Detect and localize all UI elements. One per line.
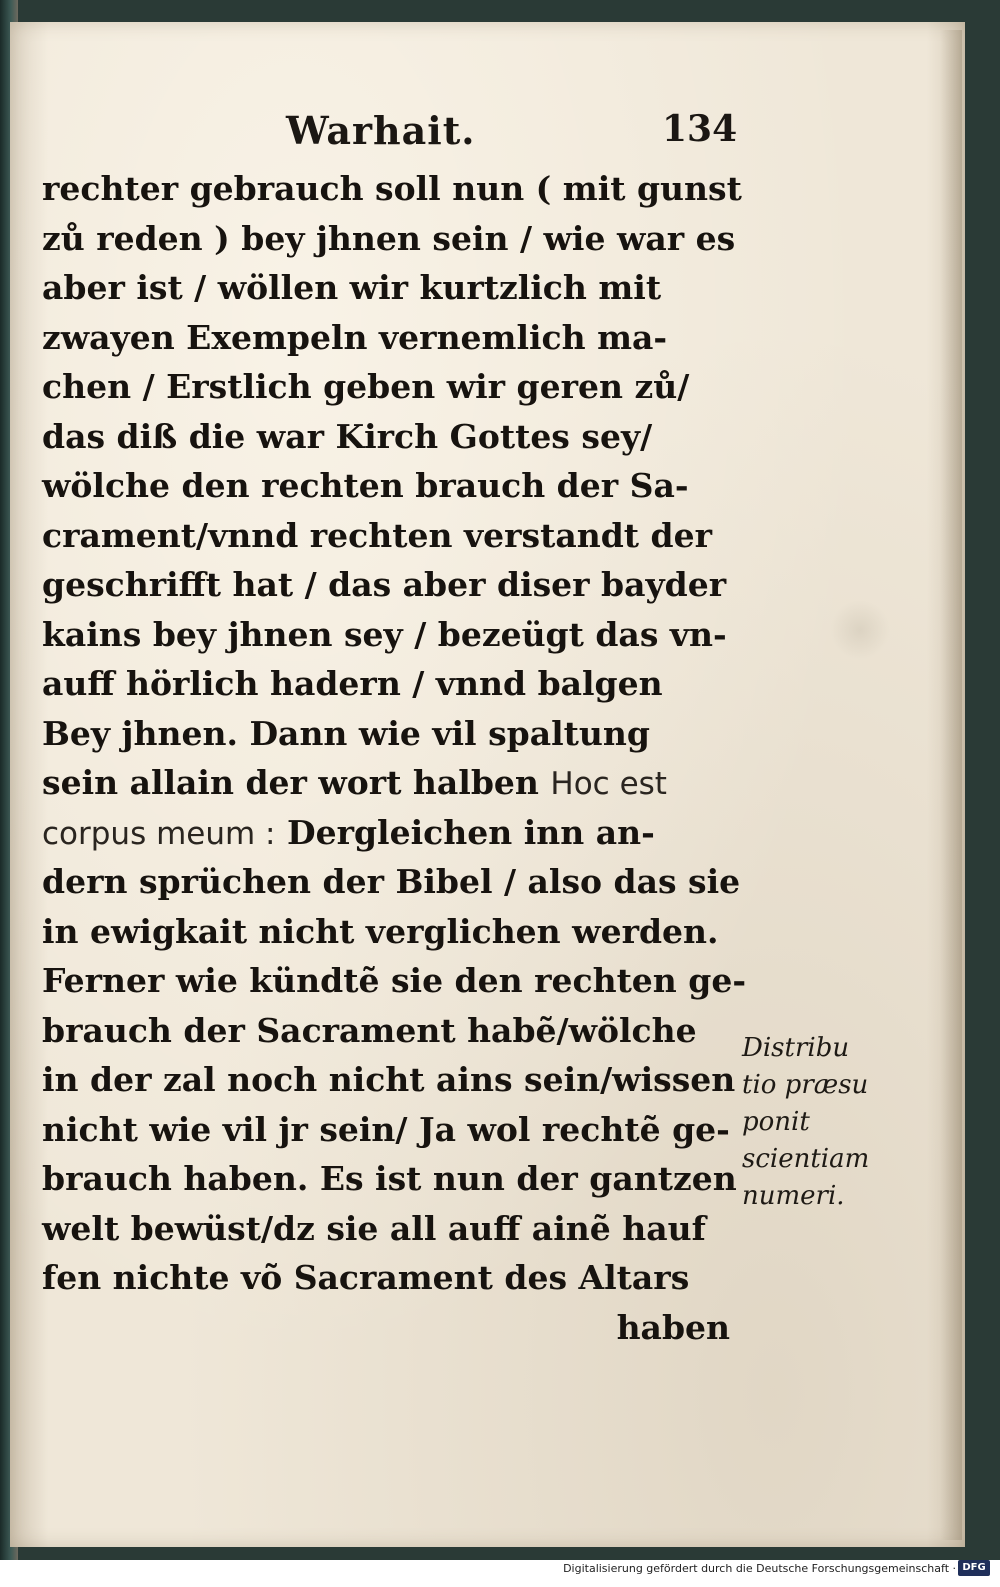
- marginal-note-line: Distribu: [742, 1033, 850, 1063]
- text-line: wölche den rechten brauch der Sa-: [42, 466, 689, 505]
- page-edge-shadow: [940, 30, 962, 1540]
- text-line: brauch der Sacrament habẽ/wölche: [42, 1010, 697, 1050]
- text-line: geschrifft hat / das aber diser bayder: [42, 565, 727, 604]
- latin-quotation: corpus meum :: [42, 815, 276, 852]
- text-line: dern sprüchen der Bibel / also das sie: [42, 862, 741, 901]
- text-line: zů reden ) bey jhnen sein / wie war es: [42, 218, 736, 258]
- text-line: crament/vnnd rechten verstandt der: [42, 515, 712, 555]
- text-line: das diß die war Kirch Gottes sey/: [42, 416, 653, 456]
- ink-show-through: [830, 600, 890, 660]
- text-line: Bey jhnen. Dann wie vil spaltung: [42, 713, 650, 753]
- text-line: aber ist / wöllen wir kurtzlich mit: [42, 268, 662, 307]
- text-line: brauch haben. Es ist nun der gantzen: [42, 1159, 737, 1198]
- page-header: [40, 108, 740, 158]
- text-line: auff hörlich hadern / vnnd balgen: [42, 664, 663, 703]
- body-text: [42, 164, 747, 1352]
- text-line: nicht wie vil jr sein/ Ja wol rechtẽ ge-: [42, 1109, 730, 1149]
- fraktur-segment: Dergleichen inn an-: [275, 812, 655, 852]
- text-line: chen / Erstlich geben wir geren zů/: [42, 367, 690, 406]
- text-line: Ferner wie kündtẽ sie den rechten ge-: [42, 961, 747, 1000]
- text-line: in der zal noch nicht ains sein/wissen: [42, 1060, 736, 1099]
- latin-quotation: Hoc est: [550, 766, 667, 802]
- catchword: haben: [616, 1307, 730, 1347]
- marginal-note-line: tio præsu: [742, 1070, 869, 1100]
- fraktur-segment: sein allain der wort halben: [42, 763, 551, 802]
- dfg-logo: DFG: [958, 1560, 990, 1576]
- marginal-note-line: numeri.: [742, 1181, 845, 1211]
- digitization-credit: Digitalisierung gefördert durch die Deutsche Forschungsgemeinschaft ·: [563, 1562, 956, 1575]
- text-line-mixed: [42, 758, 736, 808]
- text-line: rechter gebrauch soll nun ( mit gunst: [42, 169, 742, 208]
- running-head: Warhait.: [286, 108, 476, 153]
- text-line: zwayen Exempeln vernemlich ma-: [42, 317, 668, 357]
- text-line: in ewigkait nicht verglichen werden.: [42, 911, 719, 951]
- marginal-note: [742, 1030, 892, 1215]
- marginal-note-line: scientiam: [742, 1144, 870, 1174]
- text-line: kains bey jhnen sey / bezeügt das vn-: [42, 614, 727, 654]
- marginal-note-line: ponit: [742, 1107, 810, 1137]
- text-line-mixed: [42, 808, 736, 858]
- text-line: fen nichte võ Sacrament des Altars: [42, 1258, 690, 1297]
- text-line: welt bewüst/dz sie all auff ainẽ hauf: [42, 1208, 706, 1248]
- page-number: 134: [662, 108, 738, 150]
